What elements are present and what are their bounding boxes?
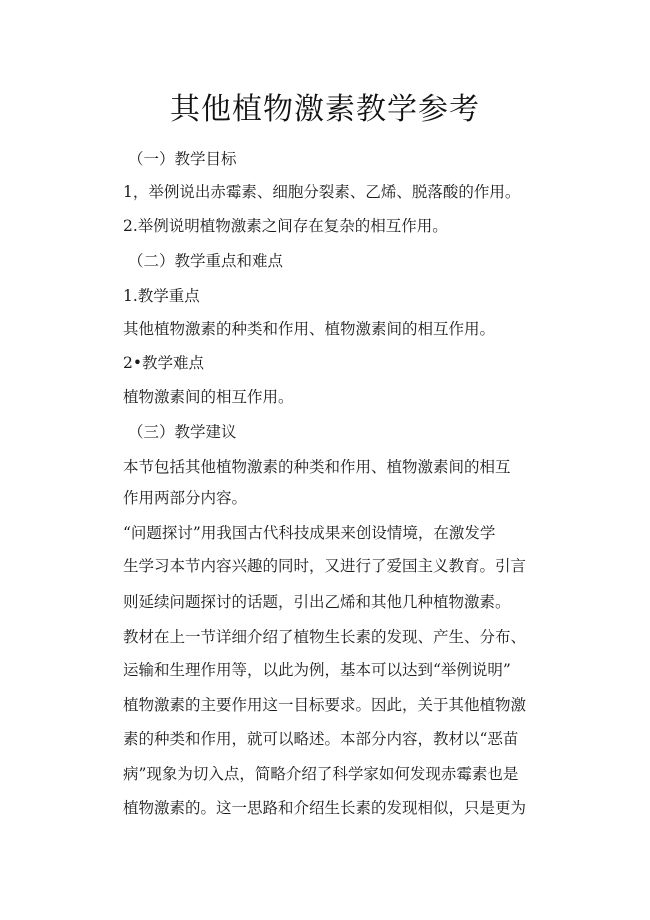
paragraph-line: 植物激素的主要作用这一目标要求。因此，关于其他植物激: [123, 696, 527, 714]
document-title: 其他植物激素教学参考: [170, 92, 480, 127]
paragraph-line: 教材在上一节详细介绍了植物生长素的发现、产生、分布、: [123, 628, 527, 646]
paragraph-line: “问题探讨”用我国古代科技成果来创设情境，在激发学: [123, 524, 496, 542]
paragraph-line: 作用两部分内容。: [123, 489, 248, 507]
paragraph-line: 植物激素的。这一思路和介绍生长素的发现相似，只是更为: [123, 799, 527, 817]
key-point-text: 其他植物激素的种类和作用、植物激素间的相互作用。: [123, 320, 496, 338]
paragraph-line: 本节包括其他植物激素的种类和作用、植物激素间的相互: [123, 458, 511, 476]
subheading-difficulty: 2•教学难点: [123, 354, 205, 372]
difficulty-text: 植物激素间的相互作用。: [123, 388, 294, 406]
paragraph-line: 则延续问题探讨的话题，引出乙烯和其他几种植物激素。: [123, 593, 511, 611]
paragraph-line: 素的种类和作用，就可以略述。本部分内容，教材以“恶苗: [123, 730, 519, 748]
section-heading-objectives: （一）教学目标: [128, 150, 237, 168]
paragraph-line: 生学习本节内容兴趣的同时，又进行了爱国主义教育。引言: [123, 557, 527, 575]
section-heading-suggestions: （三）教学建议: [128, 423, 237, 441]
subheading-key-point: 1.教学重点: [123, 287, 200, 305]
paragraph-line: 病”现象为切入点，简略介绍了科学家如何发现赤霉素也是: [123, 765, 519, 783]
objective-item-2: 2.举例说明植物激素之间存在复杂的相互作用。: [123, 217, 448, 235]
paragraph-line: 运输和生理作用等，以此为例，基本可以达到“举例说明”: [123, 661, 511, 679]
section-heading-key-points: （二）教学重点和难点: [128, 252, 284, 270]
objective-item-1: 1，举例说出赤霉素、细胞分裂素、乙烯、脱落酸的作用。: [123, 183, 521, 201]
